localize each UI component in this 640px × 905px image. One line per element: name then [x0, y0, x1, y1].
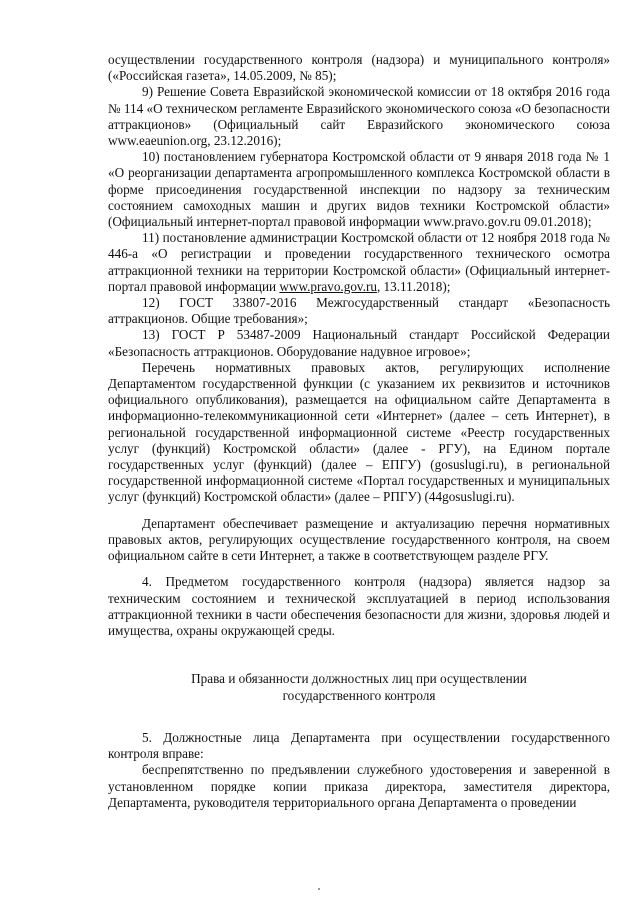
paragraph-item-4: 4. Предметом государственного контроля (надзора) является надзор за техническим состоянием и технической эксплуатацией в период использования аттракционной техники в части обеспечения безопасности для жизни, здоровья людей и имущества, охраны окружающей среды. — [108, 574, 610, 638]
section-heading — [108, 671, 610, 704]
paragraph-item-11-text: 11) постановление администрации Костромской области от 12 ноября 2018 года № 446-а «О регистрации и проведении государственного технического осмотра аттракционной техники на территории Костромской области» (Официальный интернет-портал правовой информации — [108, 230, 610, 294]
paragraph-item-5: 5. Должностные лица Департамента при осуществлении государственного контроля вправе: — [108, 729, 610, 762]
paragraph-item-10: 10) постановлением губернатора Костромской области от 9 января 2018 года № 1 «О реорганизации департамента агропромышленного комплекса Костромской области в форме присоединения государственной инспекции по надзору за техническим состоянием самоходных машин и других видов техники Костромской области» (Официальный интернет-портал правовой информации www.pravo.gov.ru 09.01.2018); — [108, 149, 610, 230]
paragraph-department-duty: Департамент обеспечивает размещение и актуализацию перечня нормативных правовых актов, регулирующих осуществление государственного контроля, на своем официальном сайте в сети Интернет, а также в соответствующем разделе РГУ. — [108, 515, 610, 564]
paragraph-item-12: 12) ГОСТ 33807-2016 Межгосударственный стандарт «Безопасность аттракционов. Общие требования»; — [108, 295, 610, 327]
paragraph-item-11 — [108, 230, 610, 295]
paragraph-item-11-tail: , 13.11.2018); — [376, 278, 451, 294]
paragraph-continuation: осуществлении государственного контроля (надзора) и муниципального контроля» («Российская газета», 14.05.2009, № 85); — [108, 52, 610, 84]
paragraph-item-5-rights: беспрепятственно по предъявлении служебного удостоверения и заверенной в установленном порядке копии приказа директора, заместителя директора, Департамента, руководителя территориального органа Департамента о проведении — [108, 762, 610, 810]
paragraph-acts-list: Перечень нормативных правовых актов, регулирующих исполнение Департаментом государственной функции (с указанием их реквизитов и источников официального опубликования), размещается на официальном сайте Департамента в информационно-телекоммуникационной сети «Интернет» (далее – сеть Интернет), в региональной государственной информационной системе «Реестр государственных услуг (функций) Костромской области» (далее - РГУ), на Едином портале государственных услуг (функций) (далее – ЕПГУ) (gosuslugi.ru), в региональной государственной информационной системе «Портал государственных и муниципальных услуг (функций) Костромской области» (далее – РПГУ) (44gosuslugi.ru). — [108, 359, 610, 505]
scan-speck — [318, 888, 320, 890]
section-heading-line-2: государственного контроля — [282, 687, 436, 703]
pravo-gov-link[interactable]: www.pravo.gov.ru — [279, 278, 377, 294]
document-body — [108, 52, 610, 811]
paragraph-item-13: 13) ГОСТ Р 53487-2009 Национальный стандарт Российской Федерации «Безопасность аттракционов. Оборудование надувное игровое»; — [108, 327, 610, 359]
paragraph-item-9: 9) Решение Совета Евразийской экономической комиссии от 18 октября 2016 года № 114 «О техническом регламенте Евразийского экономического союза «О безопасности аттракционов» (Официальный сайт Евразийского экономического союза www.eaeunion.org, 23.12.2016); — [108, 84, 610, 149]
section-heading-line-1: Права и обязанности должностных лиц при осуществлении — [191, 671, 527, 687]
